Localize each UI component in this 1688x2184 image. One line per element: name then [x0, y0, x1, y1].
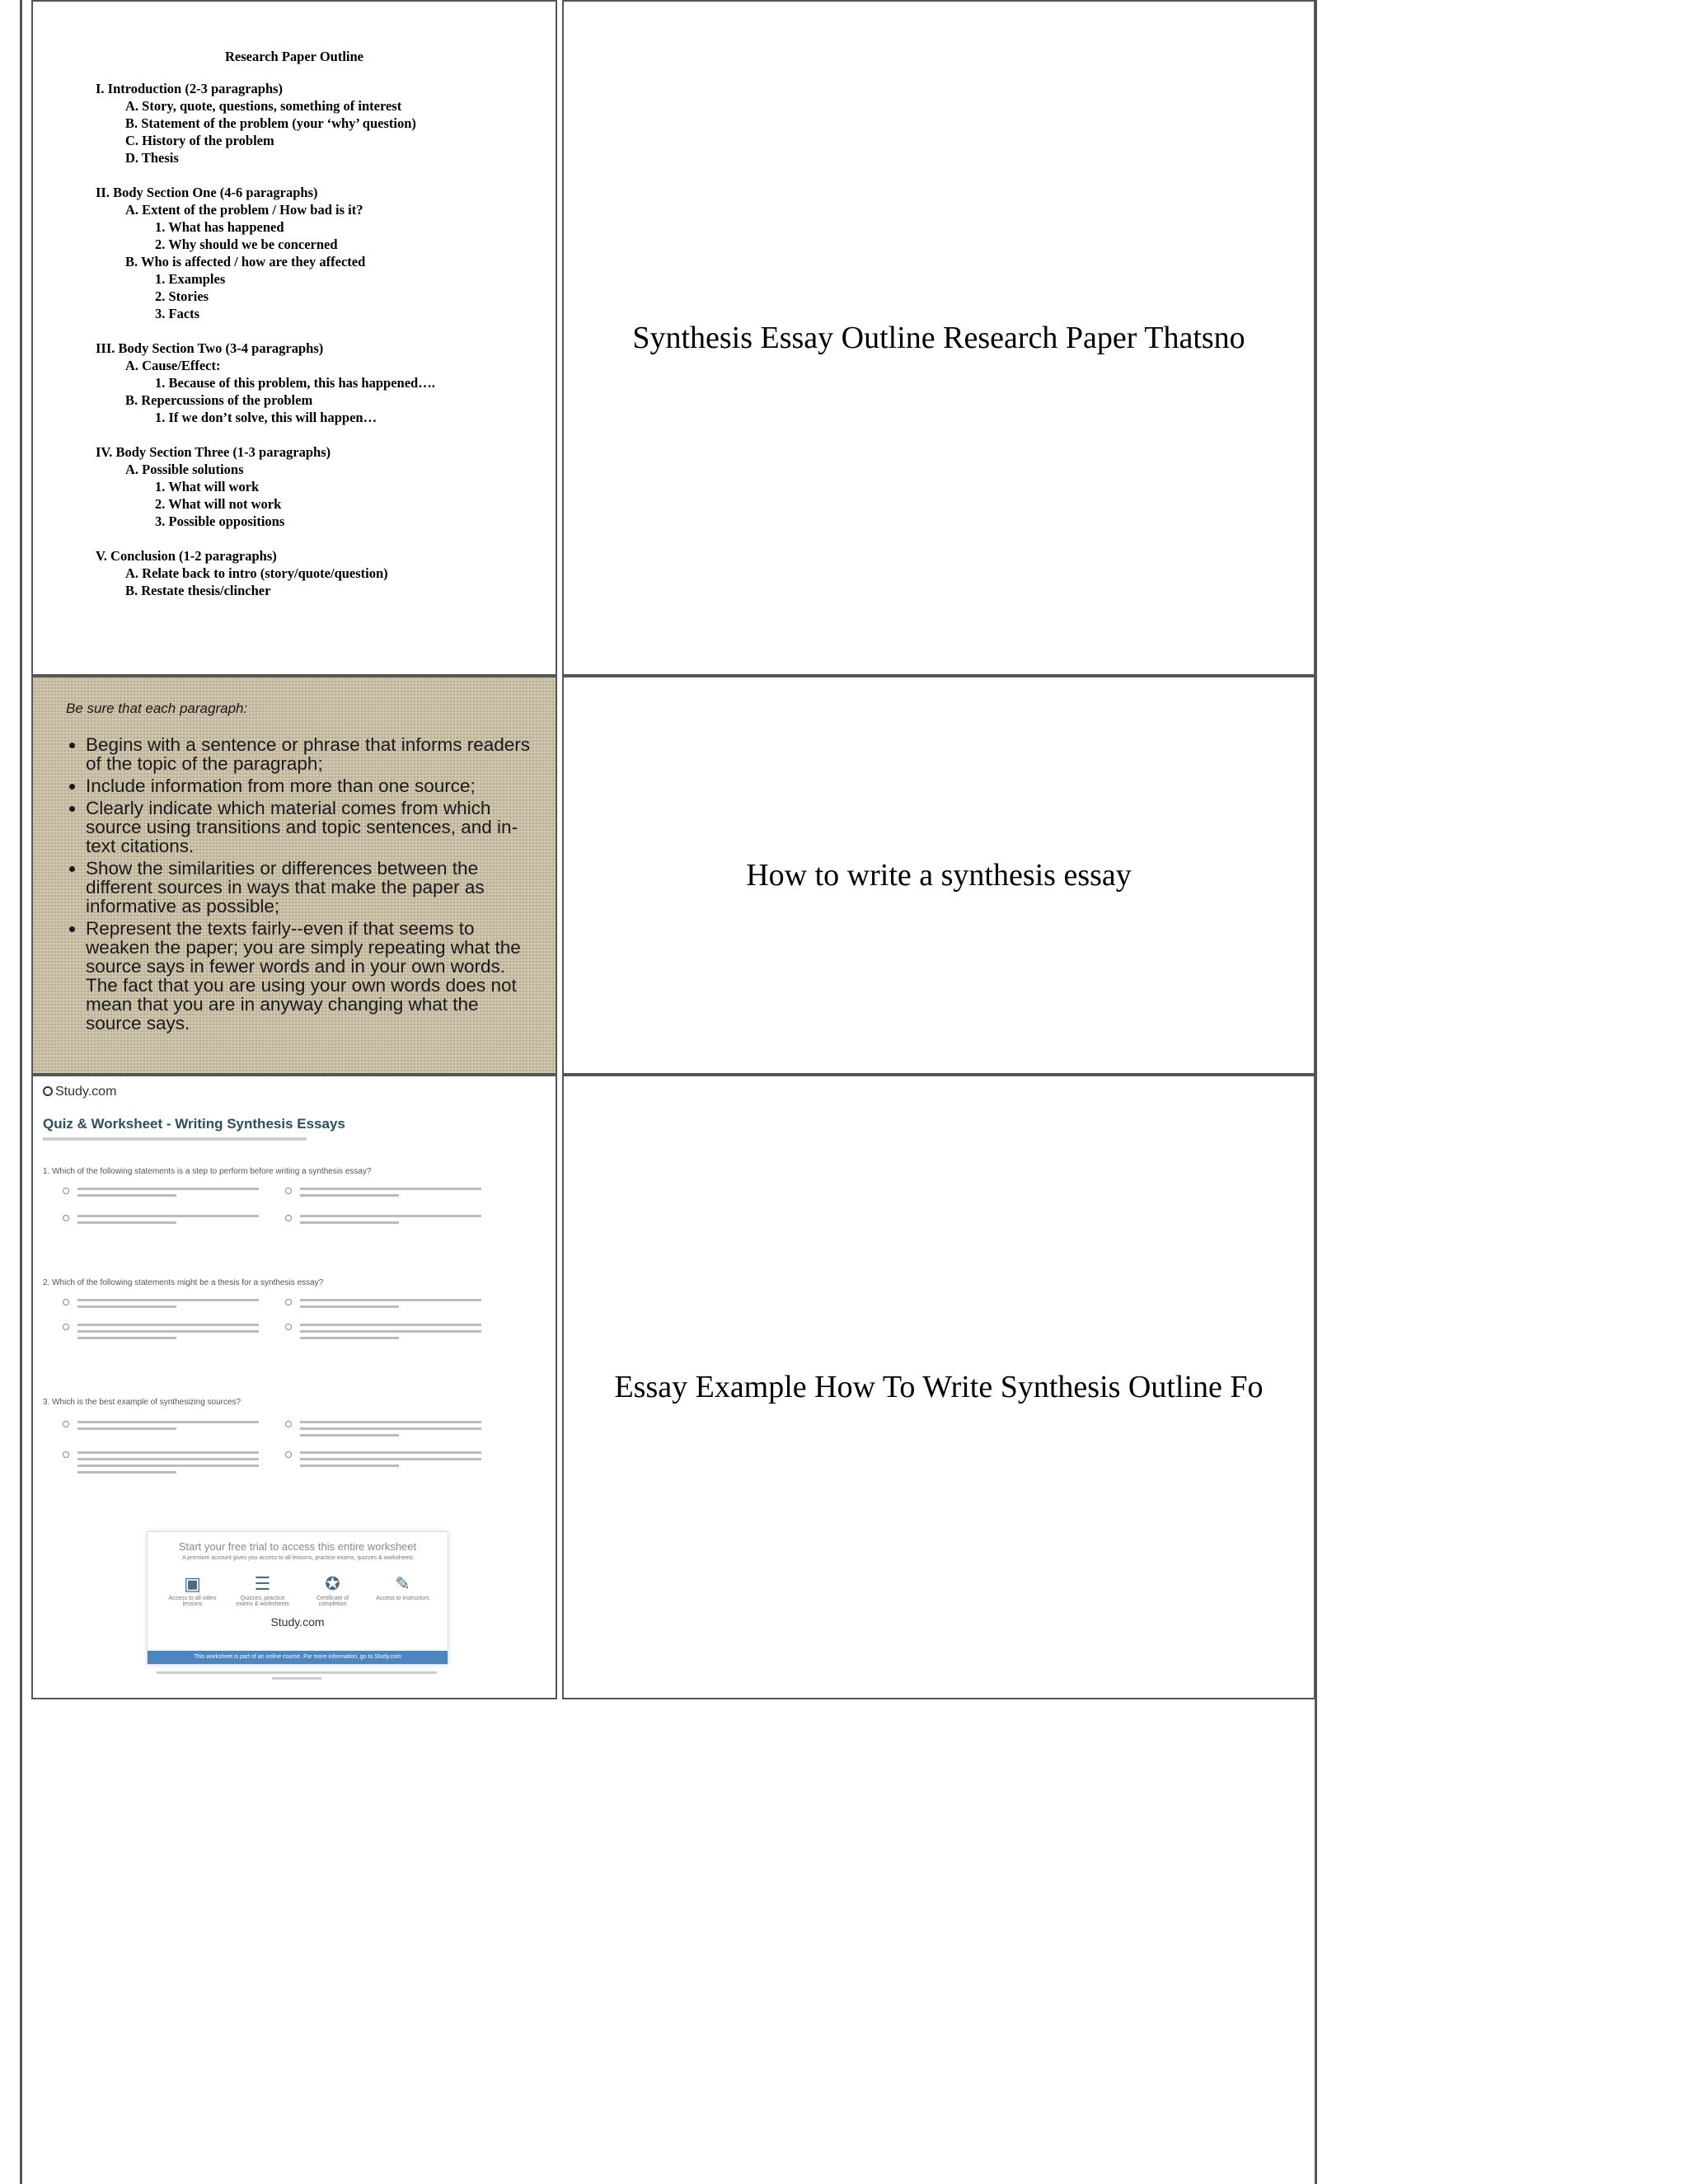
table-row [31, 1075, 1315, 1699]
option-text-line [77, 1465, 259, 1467]
outline-line: B. Statement of the problem (your ‘why’ question) [125, 115, 416, 131]
study-logo-icon [43, 1086, 53, 1096]
option-text-line [77, 1188, 259, 1190]
guideline-bullet: • Clearly indicate which material comes from which source using transitions and topic sentences, and in-text citations. [86, 799, 531, 855]
feature-label: Access to all video lessons [168, 1596, 217, 1607]
outline-line: A. Extent of the problem / How bad is it? [125, 202, 363, 218]
radio-icon [285, 1299, 292, 1305]
outline-line: 3. Facts [155, 306, 200, 321]
question-1: 1. Which of the following statements is a step to perform before writing a synthesis essay? [43, 1167, 372, 1176]
option-text-line [77, 1215, 259, 1217]
instructor-icon: ✎ [395, 1573, 410, 1594]
option-text-line [77, 1221, 176, 1224]
paragraph-guidelines-image[interactable] [33, 677, 556, 1073]
option-text-line [300, 1458, 481, 1460]
outline-line: C. History of the problem [125, 133, 274, 148]
radio-icon [285, 1421, 292, 1427]
option-text-line [300, 1451, 481, 1454]
image-caption-table [26, 0, 1320, 1699]
outline-line: 2. What will not work [155, 496, 282, 512]
promo-features [157, 1572, 438, 1607]
outline-line: I. Introduction (2-3 paragraphs) [96, 81, 284, 96]
worksheet-image[interactable] [33, 1076, 556, 1698]
caption-cell [562, 676, 1315, 1075]
outline-line: 1. What will work [155, 479, 260, 494]
outline-line: B. Restate thesis/clincher [125, 583, 271, 598]
radio-icon [285, 1324, 292, 1330]
feature-video-lessons [164, 1572, 222, 1607]
option-text-line [300, 1421, 481, 1423]
option-text-line [77, 1305, 176, 1308]
guideline-bullet: • Show the similarities or differences between the different sources in ways that make the paper as informative as possible; [86, 859, 531, 916]
option-text-line [77, 1330, 259, 1333]
option-text-line [300, 1221, 399, 1224]
radio-icon [63, 1215, 69, 1221]
outline-line: 2. Why should we be concerned [155, 237, 338, 252]
radio-icon [285, 1188, 292, 1194]
answer-option[interactable] [285, 1188, 483, 1201]
answer-option[interactable] [63, 1421, 260, 1434]
radio-icon [63, 1188, 69, 1194]
copyright-line [157, 1671, 437, 1674]
outline-title: Research Paper Outline [224, 49, 364, 64]
guideline-bullet: • Begins with a sentence or phrase that informs readers of the topic of the paragraph; [86, 735, 531, 773]
question-2: 2. Which of the following statements might be a thesis for a synthesis essay? [43, 1278, 324, 1287]
thumbnail-cell[interactable] [31, 676, 557, 1075]
option-text-line [77, 1324, 259, 1326]
answer-option[interactable] [63, 1215, 260, 1228]
answer-option[interactable] [63, 1299, 260, 1312]
option-text-line [300, 1324, 481, 1326]
promo-subtitle: A premium account gives you access to all lessons, practice exams, quizzes & worksheets [181, 1555, 414, 1561]
option-text-line [300, 1434, 399, 1436]
feature-label: Access to instructors [376, 1596, 429, 1601]
option-text-line [77, 1421, 259, 1423]
copyright-line [272, 1677, 321, 1680]
option-text-line [300, 1427, 481, 1430]
outline-line: A. Story, quote, questions, something of interest [125, 98, 402, 114]
option-text-line [77, 1427, 176, 1430]
outline-line: 1. Because of this problem, this has happened…. [155, 375, 435, 391]
outline-section [96, 80, 523, 166]
option-text-line [77, 1194, 176, 1197]
feature-label: Quizzes, practice exams & worksheets [236, 1596, 289, 1607]
brand-text: Study.com [55, 1085, 117, 1099]
outline-line: B. Repercussions of the problem [125, 392, 313, 408]
outline-section [96, 184, 523, 322]
option-text-line [77, 1458, 259, 1460]
outline-line: A. Relate back to intro (story/quote/question) [125, 565, 388, 581]
feature-label: Certificate of completion [316, 1596, 349, 1607]
table-row [31, 676, 1315, 1075]
option-text-line [77, 1299, 259, 1301]
guidelines-intro: Be sure that each paragraph: [66, 701, 248, 716]
answer-option[interactable] [285, 1421, 483, 1441]
option-text-line [300, 1465, 399, 1467]
outline-line: D. Thesis [125, 150, 179, 166]
outline-line: 1. What has happened [155, 219, 284, 235]
free-trial-promo[interactable] [147, 1531, 448, 1665]
option-text-line [77, 1337, 176, 1339]
option-text-line [300, 1194, 399, 1197]
outline-line: III. Body Section Two (3-4 paragraphs) [96, 340, 324, 356]
answer-option[interactable] [285, 1215, 483, 1228]
answer-option[interactable] [63, 1188, 260, 1201]
caption-text: Synthesis Essay Outline Research Paper Thatsno [632, 321, 1245, 355]
outline-section [96, 443, 523, 530]
answer-option[interactable] [285, 1299, 483, 1312]
answer-option[interactable] [63, 1324, 260, 1343]
outline-line: A. Cause/Effect: [125, 358, 221, 373]
option-text-line [300, 1299, 481, 1301]
caption-text: Essay Example How To Write Synthesis Outline Fo [614, 1370, 1264, 1404]
option-text-line [300, 1337, 399, 1339]
promo-logo: Study.com [270, 1615, 325, 1629]
outline-line: V. Conclusion (1-2 paragraphs) [96, 548, 277, 564]
radio-icon [63, 1421, 69, 1427]
radio-icon [63, 1324, 69, 1330]
table-row [31, 0, 1315, 676]
guidelines-list [66, 735, 531, 1033]
outline-line: 1. If we don’t solve, this will happen… [155, 410, 377, 425]
answer-option[interactable] [63, 1451, 260, 1478]
video-icon: ▣ [184, 1573, 201, 1594]
outline-line: B. Who is affected / how are they affected [125, 254, 366, 269]
feature-certificate [304, 1572, 362, 1607]
outline-body [96, 80, 523, 599]
outline-line: II. Body Section One (4-6 paragraphs) [96, 185, 318, 200]
option-text-line [77, 1471, 176, 1474]
thumbnail-cell[interactable] [31, 1075, 557, 1699]
option-text-line [77, 1451, 259, 1454]
caption-text: How to write a synthesis essay [746, 858, 1132, 893]
radio-icon [285, 1451, 292, 1458]
caption-cell [562, 1075, 1315, 1699]
url-line [43, 1137, 307, 1141]
outline-line: 3. Possible oppositions [155, 513, 285, 529]
outline-section [96, 340, 523, 426]
radio-icon [285, 1215, 292, 1221]
outline-line: IV. Body Section Three (1-3 paragraphs) [96, 444, 331, 460]
worksheet-title: Quiz & Worksheet - Writing Synthesis Essays [43, 1116, 345, 1132]
promo-footer-bar[interactable]: This worksheet is part of an online course. For more information, go to Study.com [148, 1651, 448, 1664]
certificate-icon: ✪ [325, 1573, 340, 1594]
outline-line: 2. Stories [155, 288, 209, 304]
study-logo [43, 1085, 116, 1099]
caption-cell [562, 0, 1315, 676]
outline-section [96, 547, 523, 599]
promo-title: Start your free trial to access this entire worksheet [178, 1540, 417, 1553]
outline-line: A. Possible solutions [125, 462, 244, 477]
question-3: 3. Which is the best example of synthesizing sources? [43, 1398, 241, 1407]
research-paper-outline-image[interactable] [33, 2, 556, 674]
outline-line: 1. Examples [155, 271, 226, 287]
option-text-line [300, 1215, 481, 1217]
answer-option[interactable] [285, 1324, 483, 1343]
answer-option[interactable] [285, 1451, 483, 1471]
option-text-line [300, 1330, 481, 1333]
radio-icon [63, 1451, 69, 1458]
checklist-icon: ☰ [254, 1573, 271, 1594]
feature-instructors [374, 1572, 432, 1607]
guideline-bullet: • Include information from more than one source; [86, 776, 531, 795]
guideline-bullet: • Represent the texts fairly--even if that seems to weaken the paper; you are simply repeating what the source says in fewer words and in your own words. The fact that you are using your own words does not mean that you are in anyway changing what the source says. [86, 919, 531, 1033]
thumbnail-cell[interactable] [31, 0, 557, 676]
option-text-line [300, 1305, 399, 1308]
radio-icon [63, 1299, 69, 1305]
feature-quizzes [234, 1572, 292, 1607]
option-text-line [300, 1188, 481, 1190]
